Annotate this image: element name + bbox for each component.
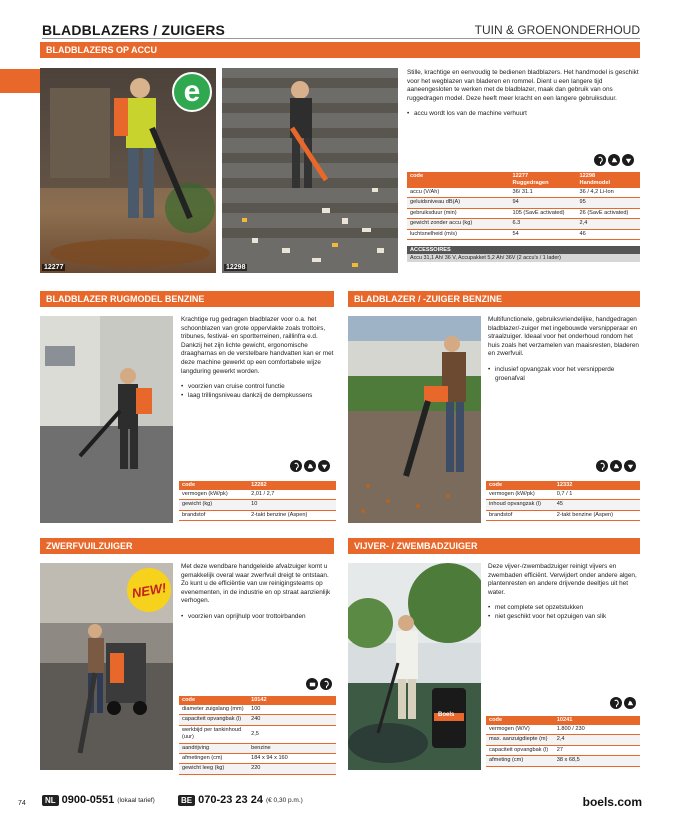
description-text: Met deze wendbare handgeleide afvalzuiger komt u gemakkelijk overal waar zwerfvuil dreigt te ontstaan. Zo kunt u de efficiëntie van uw reinigingsteams op evenementen, in de industrie en op straat aanzienlijk verhogen. <box>181 563 331 605</box>
feature-item: • met complete set opzetstukken <box>488 604 640 613</box>
hearing-protection-icon <box>320 678 332 690</box>
table-row: geluidsniveau dB(A) 94 95 <box>407 198 640 208</box>
eco-e-badge-icon: e <box>172 72 212 112</box>
table-row: gewicht (kg) 10 <box>179 500 336 510</box>
accessories-header: ACCESSOIRES <box>407 246 640 254</box>
feature-item: • niet geschikt voor het opzuigen van slik <box>488 613 640 622</box>
feature-list <box>181 613 336 622</box>
feature-item: • voorzien van cruise control functie <box>181 383 336 392</box>
table-row: brandstof 2-takt benzine (Aspen) <box>486 510 640 520</box>
description-text: Deze vijver-/zwembadzuiger reinigt vijvers en zwembaden efficiënt. Verwijdert onder andere algen, plantenresten en andere drijvende deeltjes uit het water. <box>488 563 637 596</box>
be-phone-note: (€ 0,30 p.m.) <box>265 796 303 804</box>
description-accu <box>407 69 640 119</box>
table-row: capaciteit opvangbak (l) 240 <box>179 715 336 725</box>
table-row: accu (V/Ah) 36/ 31.1 36 / 4,2 Li-Ion <box>407 188 640 198</box>
usage-icons <box>596 460 636 472</box>
table-row: afmetingen (cm) 184 x 94 x 160 <box>179 754 336 764</box>
photo-backpack-blower <box>40 68 216 273</box>
table-header: 12332 <box>554 481 640 490</box>
pond-vacuum-illustration <box>348 563 481 770</box>
table-row: inhoud opvangzak (l) 45 <box>486 500 640 510</box>
table-row: werkbijd per tankinhoud (uur) 2,5 <box>179 725 336 743</box>
spec-table <box>179 696 336 775</box>
spec-table <box>486 481 640 521</box>
section-title: BLADBLAZERS OP ACCU <box>46 45 158 55</box>
gloves-icon <box>610 460 622 472</box>
feature-item: • accu wordt los van de machine verhuurt <box>407 110 640 119</box>
feature-item: • voorzien van oprijhulp voor trottoirbanden <box>181 613 336 622</box>
photo-code-label: 12298 <box>226 264 246 271</box>
table-row: gewicht zonder accu (kg) 6.3 2,4 <box>407 219 640 229</box>
hearing-protection-icon <box>594 154 606 166</box>
website-link[interactable]: boels.com <box>582 795 642 809</box>
eye-protection-icon <box>622 154 634 166</box>
spec-table-accu <box>407 172 640 262</box>
section-header-zuiger <box>348 291 640 307</box>
header-divider <box>42 38 640 39</box>
eye-protection-icon <box>318 460 330 472</box>
hearing-protection-icon <box>290 460 302 472</box>
nl-flag-badge: NL <box>42 795 59 806</box>
table-row: vermogen (W/V) 1.800 / 230 <box>486 725 640 735</box>
usage-icons <box>610 697 636 709</box>
page-title: BLADBLAZERS / ZUIGERS <box>42 22 226 38</box>
spec-table-zuiger <box>486 481 640 521</box>
section-title: VIJVER- / ZWEMBADZUIGER <box>354 541 478 551</box>
description-zuiger <box>488 316 640 383</box>
table-row: gewicht leeg (kg) 220 <box>179 764 336 774</box>
accessories-text: Accu 31,1 Ah/ 36 V, Accupakket 5,2 Ah/ 36V (2 accu's / 1 lader) <box>407 254 640 262</box>
photo-rug-blower <box>40 316 173 523</box>
feature-item: • laag trillingsniveau dankzij de dempkussens <box>181 392 336 401</box>
feature-list <box>488 366 640 383</box>
spec-table <box>407 172 640 240</box>
feature-list <box>488 604 640 621</box>
section-header-zwerfvuil <box>40 538 334 554</box>
section-header-vijver <box>348 538 640 554</box>
driving-license-icon <box>306 678 318 690</box>
table-row: afmeting (cm) 38 x 68,5 <box>486 756 640 766</box>
table-row: gebruiksduur (min) 105 (SavE activated) 26 (SavE activated) <box>407 208 640 218</box>
table-header: 10142 <box>248 696 336 705</box>
usage-icons <box>306 678 332 690</box>
hearing-protection-icon <box>610 697 622 709</box>
page-number: 74 <box>18 800 26 807</box>
rug-blower-illustration <box>40 316 173 523</box>
table-header: 12298 Handmodel <box>577 172 640 188</box>
description-text: Multifunctionele, gebruiksvriendelijke, handgedragen bladblazer/-zuiger met ingebouwde versnipperaar en straalzuiger. Ideaal voor het onderhoud rondom het huis zoals het verzamelen van maaisresten, bladeren en zwerfvuil. <box>488 316 639 358</box>
description-vijver <box>488 563 640 622</box>
table-row: capaciteit opvangbak (l) 27 <box>486 745 640 755</box>
photo-blower-vacuum <box>348 316 481 523</box>
table-header: code <box>407 172 510 188</box>
usage-icons <box>290 460 330 472</box>
section-header-accu <box>40 42 640 58</box>
table-row: brandstof 2-takt benzine (Aspen) <box>179 510 336 520</box>
new-badge: NEW! <box>124 565 175 616</box>
feature-item: • inclusief opvangzak voor het versnipperde groenafval <box>488 366 640 383</box>
side-tab-marker <box>0 69 40 93</box>
gloves-icon <box>608 154 620 166</box>
feature-list <box>181 383 336 400</box>
category-label: TUIN & GROENONDERHOUD <box>474 23 640 37</box>
stairs-illustration <box>222 68 398 273</box>
nl-phone-number[interactable]: 0900-0551 <box>61 794 115 806</box>
section-header-rugmodel <box>40 291 334 307</box>
table-header: code <box>179 481 248 490</box>
photo-handheld-blower-stairs <box>222 68 398 273</box>
table-header: code <box>486 481 554 490</box>
section-title: ZWERFVUILZUIGER <box>46 541 133 551</box>
table-header: code <box>486 716 554 725</box>
section-title: BLADBLAZER / -ZUIGER BENZINE <box>354 294 502 304</box>
table-header: 12277 Ruggedragen <box>510 172 577 188</box>
photo-code-label: 12277 <box>44 264 64 271</box>
table-header: 10241 <box>554 716 640 725</box>
table-header: 12282 <box>248 481 336 490</box>
table-row: max. aanzuigdiepte (m) 2,4 <box>486 735 640 745</box>
table-row: vermogen (kW/pk) 2,01 / 2,7 <box>179 490 336 500</box>
eye-protection-icon <box>624 460 636 472</box>
description-rugmodel <box>181 316 336 400</box>
usage-icons <box>594 154 634 166</box>
table-row: vermogen (kW/pk) 0,7 / 1 <box>486 490 640 500</box>
description-zwerfvuil <box>181 563 336 622</box>
nl-phone-note: (lokaal tarief) <box>117 796 155 804</box>
tank-brand-label: Boels <box>438 712 455 718</box>
spec-table <box>486 716 640 767</box>
description-text: Krachtige rug gedragen bladblazer voor o.a. het schoonblazen van grote oppervlakte zoals trottoirs, tribunes, festival- en sportterreinen, raillinfra e.d. Dankzij het zijn lichte gewicht, ergonomische draagharnas en de verstelbare handvatten kan er met deze machine gewerkt op een comfortabele wijze langduring gewerkt worden. <box>181 316 334 375</box>
spec-table <box>179 481 336 521</box>
spec-table-rugmodel <box>179 481 336 521</box>
footer-be-contact <box>178 794 303 806</box>
table-row: diameter zuigslang (mm) 100 <box>179 705 336 715</box>
be-phone-number[interactable]: 070-23 23 24 <box>198 794 263 806</box>
table-header: code <box>179 696 248 705</box>
description-text: Stille, krachtige en eenvoudig te bedienen bladblazers. Het handmodel is geschikt voor het wegblazen van bladeren en rommel. Dient u een langere tijd aaneengesloten te werken met de bladblazer, maak dan gebruik van ons ruggedragen model. Deze heeft meer kracht en een langere gebruiksduur. <box>407 69 639 102</box>
blower-vacuum-illustration <box>348 316 481 523</box>
gloves-icon <box>304 460 316 472</box>
spec-table-zwerfvuil <box>179 696 336 775</box>
be-flag-badge: BE <box>178 795 195 806</box>
spec-table-vijver <box>486 716 640 767</box>
gloves-icon <box>624 697 636 709</box>
table-row: luchtsnelheid (m/s) 54 46 <box>407 229 640 239</box>
table-row: aandrijving benzine <box>179 743 336 753</box>
footer-nl-contact <box>42 794 155 806</box>
photo-pond-vacuum <box>348 563 481 770</box>
feature-list <box>407 110 640 119</box>
hearing-protection-icon <box>596 460 608 472</box>
section-title: BLADBLAZER RUGMODEL BENZINE <box>46 294 205 304</box>
